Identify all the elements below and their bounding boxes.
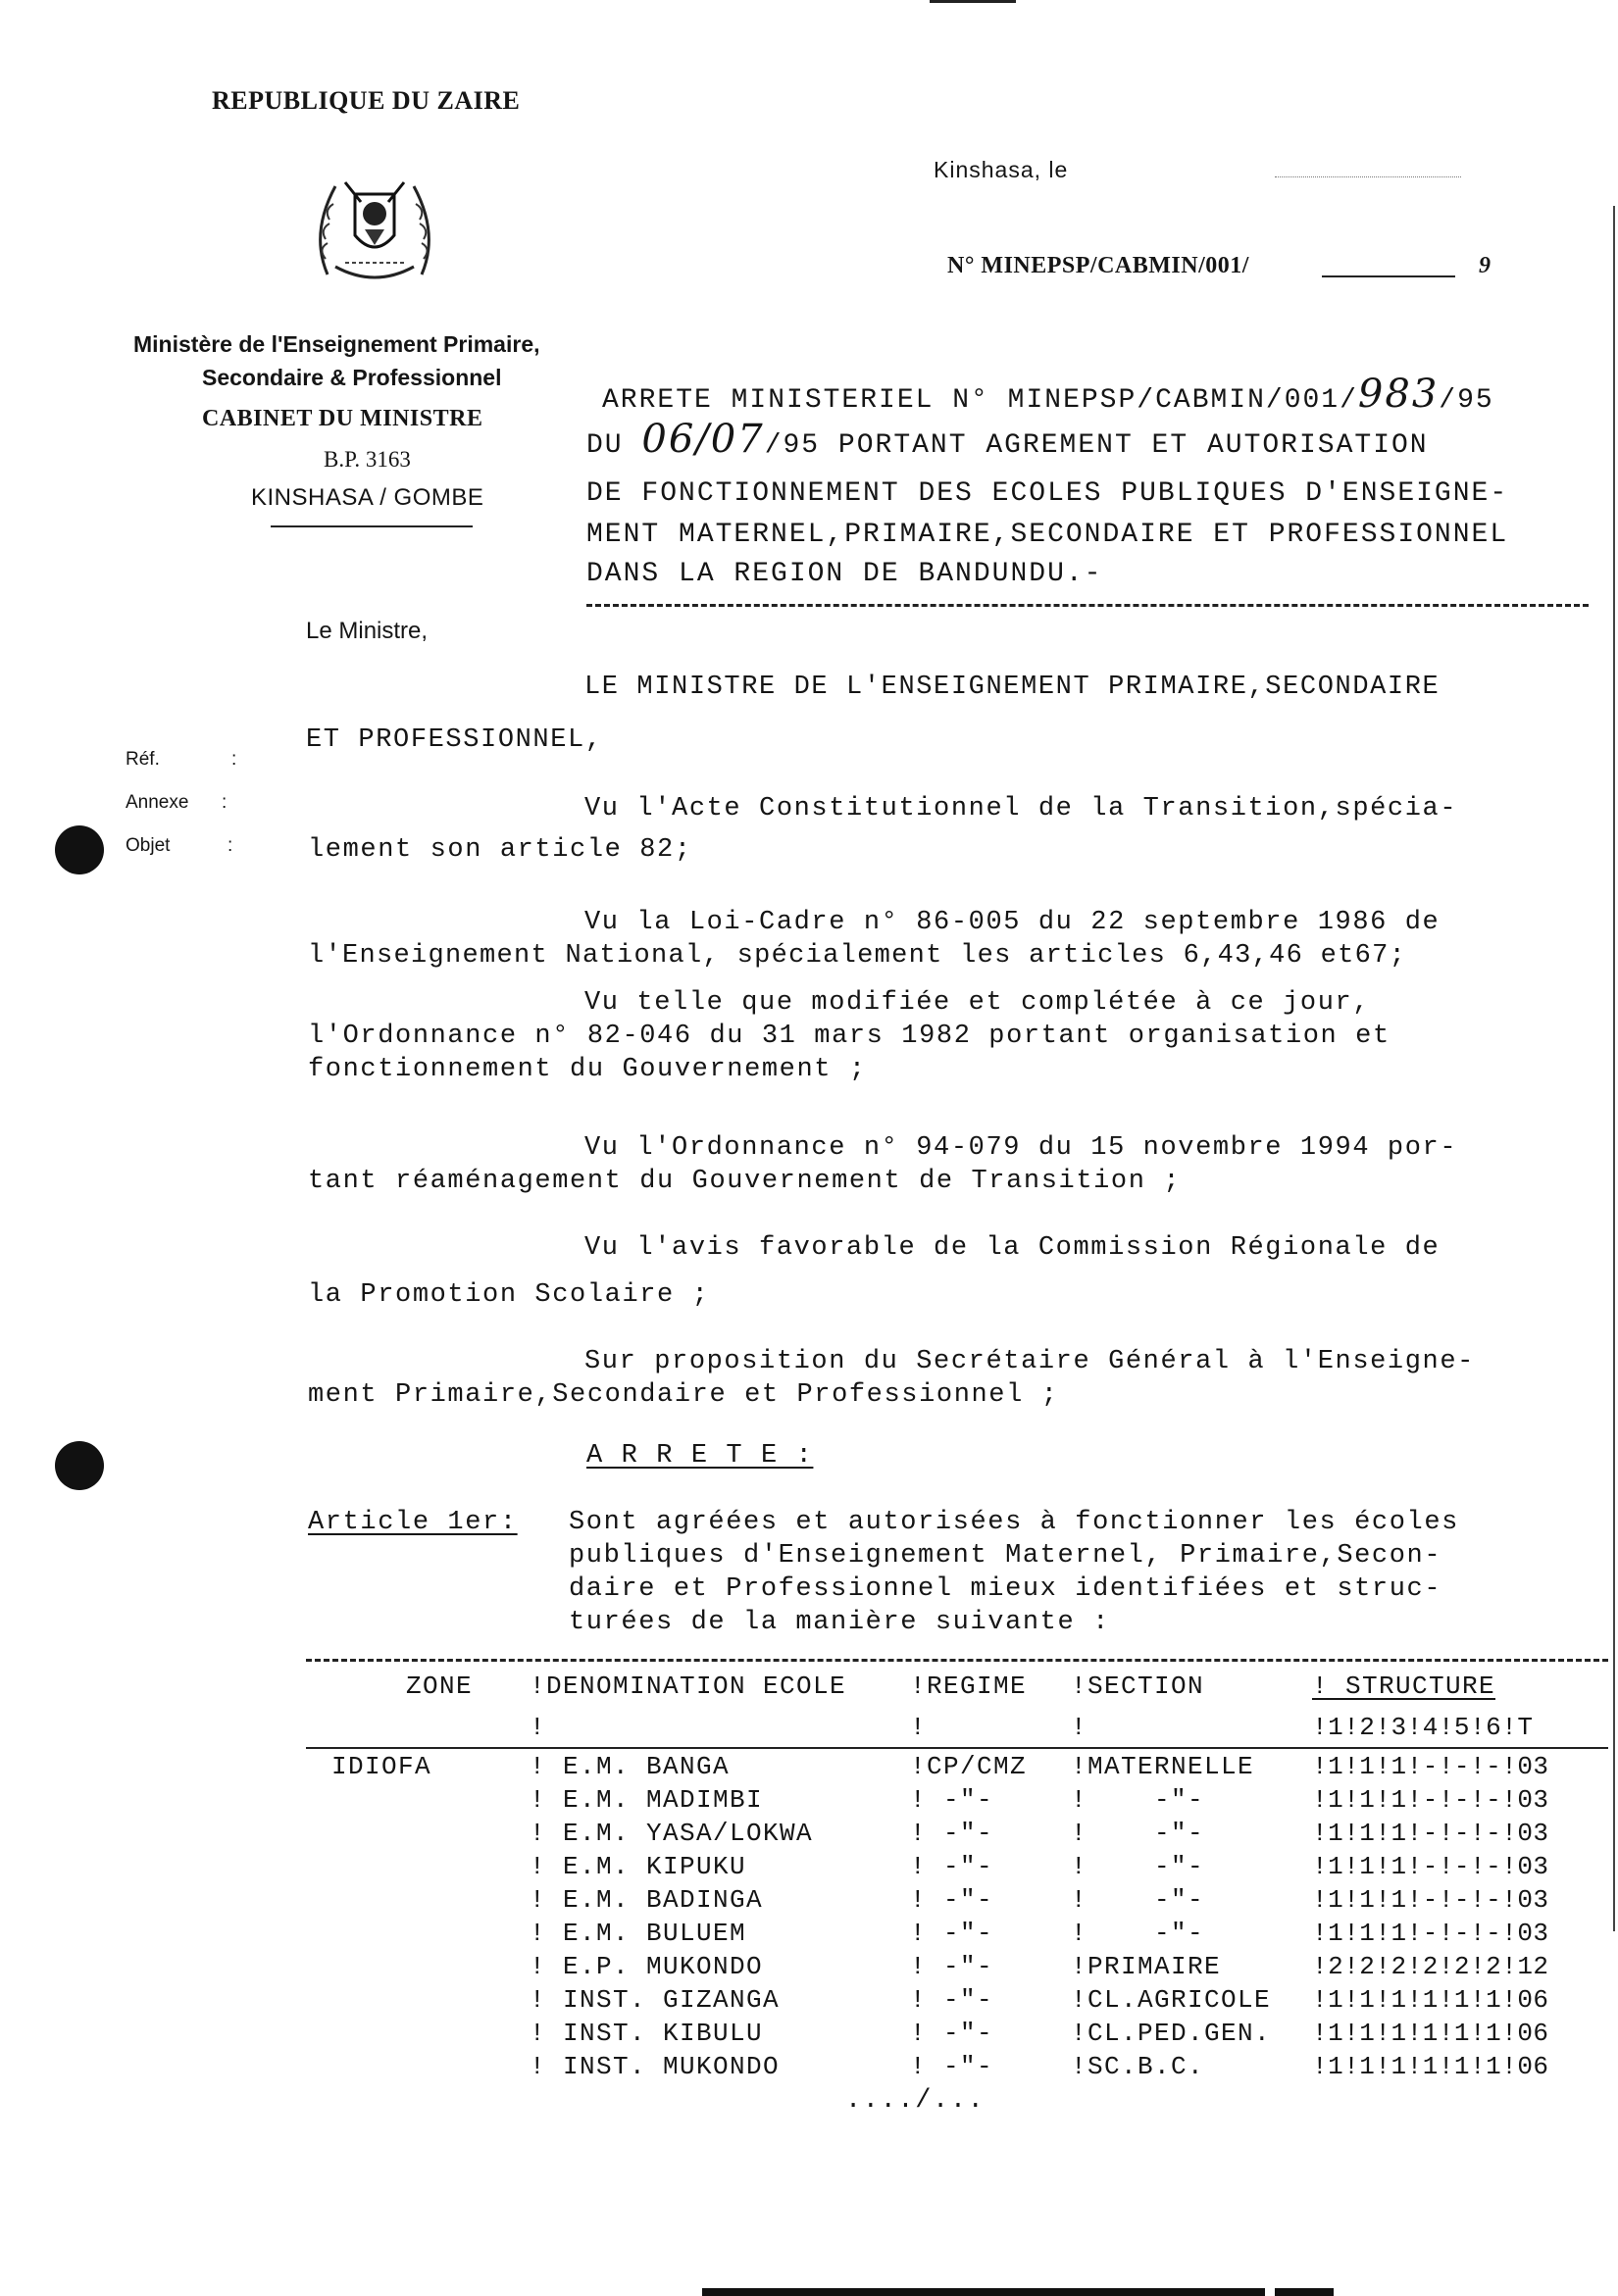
row-school-name: ! INST. KIBULU [530, 2019, 764, 2048]
objet-label: Objet [126, 835, 171, 856]
coat-of-arms-emblem [306, 165, 443, 290]
ministry-line-3: CABINET DU MINISTRE [202, 406, 483, 431]
row-zone: IDIOFA [331, 1752, 432, 1781]
title-line-1-year: /95 [1439, 385, 1494, 416]
ministry-line-4: B.P. 3163 [324, 447, 411, 472]
row-regime: ! -"- [910, 1819, 994, 1848]
title-dashed-rule [586, 604, 1589, 607]
handwritten-number: 983 [1357, 372, 1440, 417]
row-regime: ! -"- [910, 2052, 994, 2081]
ministry-line-2: Secondaire & Professionnel [202, 365, 502, 390]
page-edge-line [1613, 206, 1615, 1931]
ministry-underline [271, 525, 473, 527]
article-label: Article 1er: [308, 1508, 518, 1537]
paragraph-5-line-2: la Promotion Scolaire ; [308, 1280, 710, 1310]
row-regime: ! -"- [910, 2019, 994, 2048]
row-regime: ! -"- [910, 1952, 994, 1981]
row-school-name: ! E.M. KIPUKU [530, 1852, 747, 1881]
paragraph-3-line-1: Vu telle que modifiée et complétée à ce jour, [584, 988, 1371, 1018]
minister-line-1: LE MINISTRE DE L'ENSEIGNEMENT PRIMAIRE,SECONDAIRE [584, 673, 1441, 702]
header-structure: ! STRUCTURE [1312, 1672, 1496, 1701]
row-section: !PRIMAIRE [1071, 1952, 1222, 1981]
paragraph-1-line-1: Vu l'Acte Constitutionnel de la Transition,spécia- [584, 794, 1458, 824]
row-section: ! -"- [1071, 1852, 1205, 1881]
top-edge-mark [930, 0, 1016, 3]
row-school-name: ! E.M. MADIMBI [530, 1785, 764, 1815]
article-line-2: publiques d'Enseignement Maternel, Primaire,Secon- [569, 1541, 1442, 1571]
row-structure: !1!1!1!1!1!1!06 [1312, 2019, 1549, 2048]
article-line-4: turées de la manière suivante : [569, 1608, 1110, 1637]
row-school-name: ! INST. GIZANGA [530, 1985, 781, 2015]
subheader-bang-2: ! [910, 1713, 928, 1742]
row-regime: ! -"- [910, 1852, 994, 1881]
minister-line-2: ET PROFESSIONNEL, [306, 725, 603, 755]
punch-hole-top [55, 825, 104, 874]
title-line-1 [602, 372, 1494, 419]
bottom-edge-mark-left [702, 2288, 1265, 2296]
row-section: ! -"- [1071, 1885, 1205, 1915]
paragraph-6-line-2: ment Primaire,Secondaire et Professionnel ; [308, 1380, 1059, 1410]
ministry-line-5: KINSHASA / GOMBE [251, 484, 484, 511]
bottom-edge-mark-right [1275, 2288, 1334, 2296]
paragraph-1-line-2: lement son article 82; [308, 835, 692, 865]
row-regime: ! -"- [910, 1885, 994, 1915]
title-line-2 [586, 417, 1429, 464]
row-structure: !1!1!1!1!1!1!06 [1312, 2052, 1549, 2081]
title-line-2-du: DU [586, 430, 624, 461]
reference-number: N° MINEPSP/CABMIN/001/ [947, 253, 1249, 278]
row-section: !CL.PED.GEN. [1071, 2019, 1272, 2048]
header-regime: !REGIME [910, 1672, 1028, 1701]
title-line-2-text: /95 PORTANT AGREMENT ET AUTORISATION [764, 430, 1429, 461]
place-date: Kinshasa, le [934, 157, 1069, 182]
arrete-heading: A R R E T E : [586, 1441, 814, 1471]
punch-hole-bottom [55, 1441, 104, 1490]
handwritten-date: 06/07 [641, 417, 765, 462]
title-line-3: DE FONCTIONNEMENT DES ECOLES PUBLIQUES D'ENSEIGNE- [586, 478, 1509, 509]
continuation-mark: ..../... [845, 2086, 986, 2116]
title-line-5: DANS LA REGION DE BANDUNDU.- [586, 559, 1103, 589]
paragraph-5-line-1: Vu l'avis favorable de la Commission Régionale de [584, 1233, 1441, 1263]
paragraph-6-line-1: Sur proposition du Secrétaire Général à l'Enseigne- [584, 1347, 1475, 1376]
reference-suffix: 9 [1479, 253, 1491, 278]
article-line-1: Sont agréées et autorisées à fonctionner les écoles [569, 1508, 1459, 1537]
row-section: !SC.B.C. [1071, 2052, 1205, 2081]
le-ministre: Le Ministre, [306, 618, 429, 644]
row-school-name: ! E.M. BULUEM [530, 1919, 747, 1948]
paragraph-3-line-2: l'Ordonnance n° 82-046 du 31 mars 1982 portant organisation et [308, 1022, 1390, 1051]
row-school-name: ! E.M. YASA/LOKWA [530, 1819, 814, 1848]
row-section: ! -"- [1071, 1785, 1205, 1815]
header-denomination: !DENOMINATION ECOLE [530, 1672, 847, 1701]
reference-blank-line [1322, 275, 1455, 277]
article-line-3: daire et Professionnel mieux identifiées et struc- [569, 1574, 1442, 1604]
row-section: !MATERNELLE [1071, 1752, 1255, 1781]
paragraph-4-line-1: Vu l'Ordonnance n° 94-079 du 15 novembre 1994 por- [584, 1133, 1458, 1163]
row-school-name: ! E.M. BANGA [530, 1752, 731, 1781]
row-structure: !1!1!1!1!1!1!06 [1312, 1985, 1549, 2015]
row-structure: !1!1!1!-!-!-!03 [1312, 1919, 1549, 1948]
row-regime: ! -"- [910, 1919, 994, 1948]
header-zone: ZONE [406, 1672, 474, 1701]
row-school-name: ! E.M. BADINGA [530, 1885, 764, 1915]
republic-heading: REPUBLIQUE DU ZAIRE [212, 86, 521, 115]
row-structure: !1!1!1!-!-!-!03 [1312, 1785, 1549, 1815]
header-section: !SECTION [1071, 1672, 1205, 1701]
subheader-bang-3: ! [1071, 1713, 1088, 1742]
row-school-name: ! INST. MUKONDO [530, 2052, 781, 2081]
paragraph-2-line-2: l'Enseignement National, spécialement les articles 6,43,46 et67; [308, 941, 1407, 971]
ref-label: Réf. [126, 749, 160, 770]
row-regime: ! -"- [910, 1785, 994, 1815]
row-section: ! -"- [1071, 1819, 1205, 1848]
row-structure: !2!2!2!2!2!2!12 [1312, 1952, 1549, 1981]
row-structure: !1!1!1!-!-!-!03 [1312, 1752, 1549, 1781]
table-header-rule [306, 1747, 1608, 1749]
annexe-colon: : [222, 792, 228, 813]
title-line-4: MENT MATERNEL,PRIMAIRE,SECONDAIRE ET PROFESSIONNEL [586, 520, 1509, 550]
paragraph-4-line-2: tant réaménagement du Gouvernement de Transition ; [308, 1167, 1182, 1196]
ministry-line-1: Ministère de l'Enseignement Primaire, [133, 331, 540, 357]
objet-colon: : [228, 835, 233, 856]
ref-colon: : [231, 749, 237, 770]
row-structure: !1!1!1!-!-!-!03 [1312, 1852, 1549, 1881]
row-section: ! -"- [1071, 1919, 1205, 1948]
row-structure: !1!1!1!-!-!-!03 [1312, 1885, 1549, 1915]
row-section: !CL.AGRICOLE [1071, 1985, 1272, 2015]
title-line-1-text: ARRETE MINISTERIEL N° MINEPSP/CABMIN/001/ [602, 385, 1358, 416]
subheader-structure: !1!2!3!4!5!6!T [1312, 1713, 1534, 1742]
row-regime: !CP/CMZ [910, 1752, 1028, 1781]
row-regime: ! -"- [910, 1985, 994, 2015]
annexe-label: Annexe [126, 792, 189, 813]
row-structure: !1!1!1!-!-!-!03 [1312, 1819, 1549, 1848]
table-top-rule [306, 1659, 1608, 1662]
row-school-name: ! E.P. MUKONDO [530, 1952, 764, 1981]
subheader-bang-1: ! [530, 1713, 547, 1742]
paragraph-3-line-3: fonctionnement du Gouvernement ; [308, 1055, 867, 1084]
paragraph-2-line-1: Vu la Loi-Cadre n° 86-005 du 22 septembre 1986 de [584, 908, 1441, 937]
date-blank-line [1275, 176, 1461, 177]
